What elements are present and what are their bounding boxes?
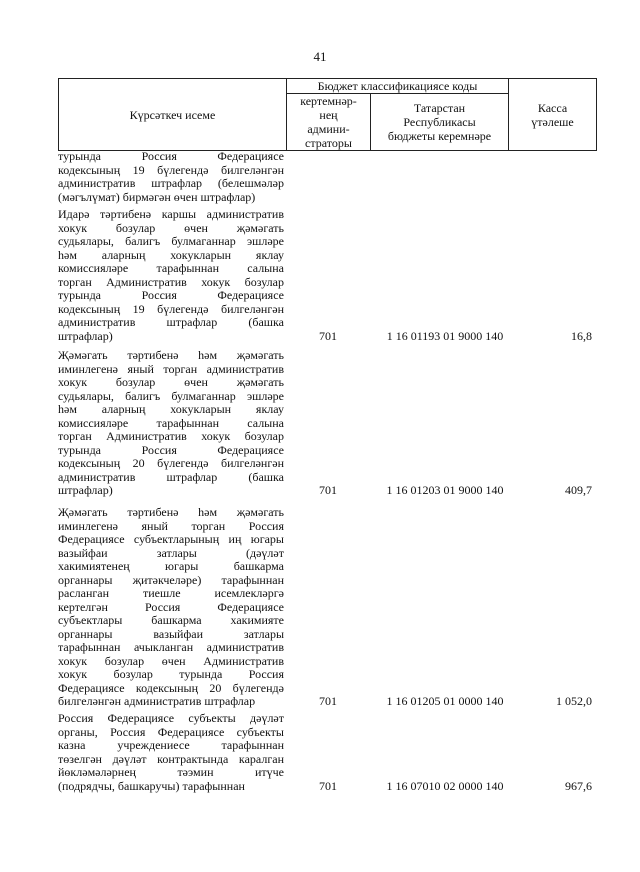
admin-code: 701 [319, 694, 337, 708]
admin-code: 701 [319, 778, 337, 793]
cash-amount: 967,6 [565, 778, 592, 793]
revenue-code: 1 16 01205 01 0000 140 [386, 694, 504, 708]
description-line: органы, Россия Федерациясе субъекты [58, 724, 284, 739]
description-line: Җәмәгать тәртибенә һәм җәмәгать [58, 348, 284, 362]
row-description [58, 208, 284, 343]
description-line: хакимиятенең югары башкарма [58, 559, 284, 573]
description-line: йөкләмәләрнең тәэмин итүче [58, 765, 284, 779]
description-line: турында Россия Федерациясе [58, 442, 284, 457]
description-line: (подрядчы, башкаручы) тарафыннан [58, 778, 245, 793]
description-line: административ штрафлар (башка [58, 469, 284, 484]
revenue-code: 1 16 01203 01 9000 140 [386, 483, 504, 497]
description-line: иминлегенә яный торган Россия [58, 518, 284, 533]
description-line: хокук бозулар өчен җәмәгать [58, 220, 284, 235]
description-line: хокук бозулар өчен Административ [58, 653, 284, 668]
table-row [58, 712, 596, 793]
description-line: кодексының 20 бүлегендә билгеләнгән [58, 456, 284, 470]
row-description [58, 150, 284, 204]
table-header [58, 78, 596, 148]
description-line: Федерациясе субъектларының иң югары [58, 532, 284, 546]
description-line: турында Россия Федерациясе [58, 149, 284, 163]
description-line: комиссияләре тарафыннан салына [58, 261, 284, 275]
description-line: тарафыннан ачыкланган административ [58, 640, 284, 654]
description-line: турында Россия Федерациясе [58, 288, 284, 302]
description-line: төзелгән дәүләт контрактында каралган [58, 751, 284, 766]
row-description [58, 712, 284, 793]
header-revenue: Татарстан Республикасы бюджеты керемнәре [371, 94, 509, 151]
description-line: комиссияләре тарафыннан салына [58, 415, 284, 430]
description-line: һәм аларның хокукларын яклау [58, 247, 284, 262]
description-line: субъектлары башкарма хакимияте [58, 613, 284, 627]
description-line: органнары вазыйфаи затлары [58, 626, 284, 641]
description-line: Россия Федерациясе субъекты дәүләт [58, 711, 284, 725]
cash-amount: 1 052,0 [556, 694, 592, 708]
description-line: Федерациясе кодексының 20 бүлегендә [58, 680, 284, 695]
description-line: һәм аларның хокукларын яклау [58, 402, 284, 416]
description-line: Идарә тәртибенә каршы административ [58, 207, 284, 221]
description-line: штрафлар) [58, 328, 113, 343]
revenue-code: 1 16 01193 01 9000 140 [386, 328, 504, 343]
table-row [58, 150, 596, 204]
revenue-code: 1 16 07010 02 0000 140 [386, 778, 504, 793]
description-line: торган Административ хокук бозулар [58, 274, 284, 289]
admin-code: 701 [319, 483, 337, 497]
description-line: штрафлар) [58, 483, 113, 497]
description-line: казна учреждениесе тарафыннан [58, 738, 284, 752]
description-line: судьялары, балигъ булмаганнар эшләре [58, 388, 284, 403]
cash-amount: 409,7 [565, 483, 592, 497]
description-line: хокук бозулар турында Россия [58, 667, 284, 681]
header-budget-classification: Бюджет классификациясе коды [287, 79, 509, 94]
cash-amount: 16,8 [571, 328, 592, 343]
description-line: торган Административ хокук бозулар [58, 429, 284, 443]
header-administrators: кертемнәр- нең админи- страторы [287, 94, 371, 151]
description-line: расланган тиешле исемлекләргә [58, 586, 284, 600]
description-line: административ штрафлар (башка [58, 315, 284, 329]
description-line: судьялары, балигъ булмаганнар эшләре [58, 234, 284, 248]
description-line: административ штрафлар (белешмәләр [58, 176, 284, 190]
description-line: Җәмәгать тәртибенә һәм җәмәгать [58, 505, 284, 519]
header-cash-execution: Касса үтәлеше [509, 79, 597, 151]
description-line: кодексының 19 бүлегендә билгеләнгән [58, 301, 284, 316]
table-row [58, 208, 596, 343]
row-description [58, 506, 284, 709]
description-line: кертелгән Россия Федерациясе [58, 599, 284, 614]
description-line: билгеләнгән административ штрафлар [58, 694, 256, 708]
description-line: иминлегенә яный торган административ [58, 361, 284, 376]
table-row [58, 349, 596, 498]
row-description [58, 349, 284, 498]
description-line: вазыйфаи затлары (дәүләт [58, 545, 284, 560]
description-line: хокук бозулар өчен җәмәгать [58, 375, 284, 389]
page-number: 41 [313, 49, 327, 64]
description-line: кодексының 19 бүлегендә билгеләнгән [58, 162, 284, 177]
admin-code: 701 [319, 328, 337, 343]
description-line: органнары җитәкчеләре) тарафыннан [58, 572, 284, 587]
table-row [58, 506, 596, 709]
header-indicator-name: Күрсәткеч исеме [59, 79, 287, 151]
description-line: (мәгълүмат) бирмәгән өчен штрафлар) [58, 189, 256, 204]
